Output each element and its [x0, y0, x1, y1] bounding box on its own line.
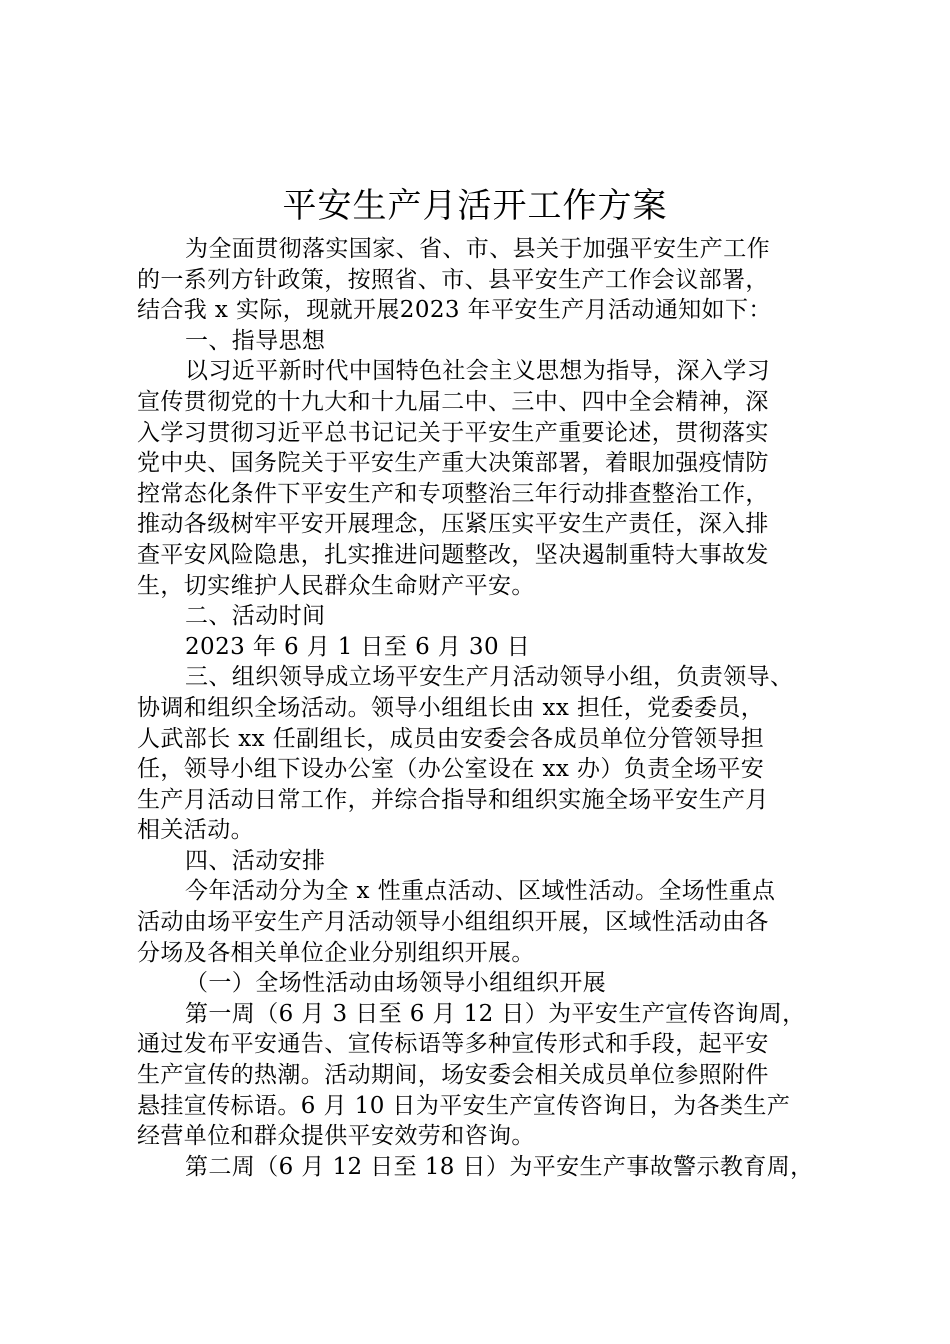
text-line: 第一周（6 月 3 日至 6 月 12 日）为平安生产宣传咨询周， [185, 1000, 806, 1027]
text-line: 控常态化条件下平安生产和专项整治三年行动排查整治工作， [137, 480, 769, 507]
text-line: 以习近平新时代中国特色社会主义思想为指导，深入学习 [185, 358, 770, 385]
document-body [137, 234, 837, 1182]
text-line: 生产宣传的热潮。活动期间，场安委会相关成员单位参照附件 [137, 1062, 769, 1089]
text-line: 为全面贯彻落实国家、省、市、县关于加强平安生产工作 [185, 236, 770, 262]
text-line: 二、活动时间 [185, 603, 326, 630]
text-line: 的一系列方针政策，按照省、市、县平安生产工作会议部署， [137, 266, 769, 293]
document-title: 平安生产月活开工作方案 [282, 186, 668, 226]
text-line: 分场及各相关单位企业分别组织开展。 [137, 939, 535, 966]
text-line: 第二周（6 月 12 日至 18 日）为平安生产事故警示教育周， [185, 1153, 814, 1180]
text-line: 协调和组织全场活动。领导小组组长由 xx 担任，党委委员， [137, 694, 765, 721]
text-line: 入学习贯彻习近平总书记记关于平安生产重要论述，贯彻落实 [137, 419, 769, 446]
text-line: 悬挂宣传标语。6 月 10 日为平安生产宣传咨询日，为各类生产 [137, 1092, 791, 1119]
text-line: 党中央、国务院关于平安生产重大决策部署，着眼加强疫情防 [137, 450, 769, 477]
text-line: 生，切实维护人民群众生命财产平安。 [137, 572, 535, 599]
text-line: 查平安风险隐患，扎实推进问题整改，坚决遏制重特大事故发 [137, 541, 769, 568]
text-line: 宣传贯彻党的十九大和十九届二中、三中、四中全会精神，深 [137, 388, 769, 415]
text-line: 生产月活动日常工作，并综合指导和组织实施全场平安生产月 [137, 786, 769, 813]
text-line: 结合我 x 实际，现就开展2023 年平安生产月活动通知如下： [137, 297, 772, 324]
text-line: （一）全场性活动由场领导小组组织开展 [185, 970, 607, 997]
text-line: 推动各级树牢平安开展理念，压紧压实平安生产责任，深入排 [137, 511, 769, 538]
text-line: 四、活动安排 [185, 847, 326, 874]
text-line: 2023 年 6 月 1 日至 6 月 30 日 [185, 633, 531, 660]
text-line: 经营单位和群众提供平安效劳和咨询。 [137, 1123, 535, 1150]
text-line: 相关活动。 [137, 817, 254, 844]
text-line: 任，领导小组下设办公室（办公室设在 xx 办）负责全场平安 [137, 756, 765, 783]
text-line: 三、组织领导成立场平安生产月活动领导小组，负责领导、 [185, 664, 794, 691]
text-line: 活动由场平安生产月活动领导小组组织开展，区域性活动由各 [137, 909, 769, 936]
text-line: 通过发布平安通告、宣传标语等多种宣传形式和手段，起平安 [137, 1031, 769, 1058]
text-line: 今年活动分为全 x 性重点活动、区域性活动。全场性重点 [185, 878, 776, 905]
text-line: 一、指导思想 [185, 327, 326, 354]
text-line: 人武部长 xx 任副组长，成员由安委会各成员单位分管领导担 [137, 725, 765, 752]
